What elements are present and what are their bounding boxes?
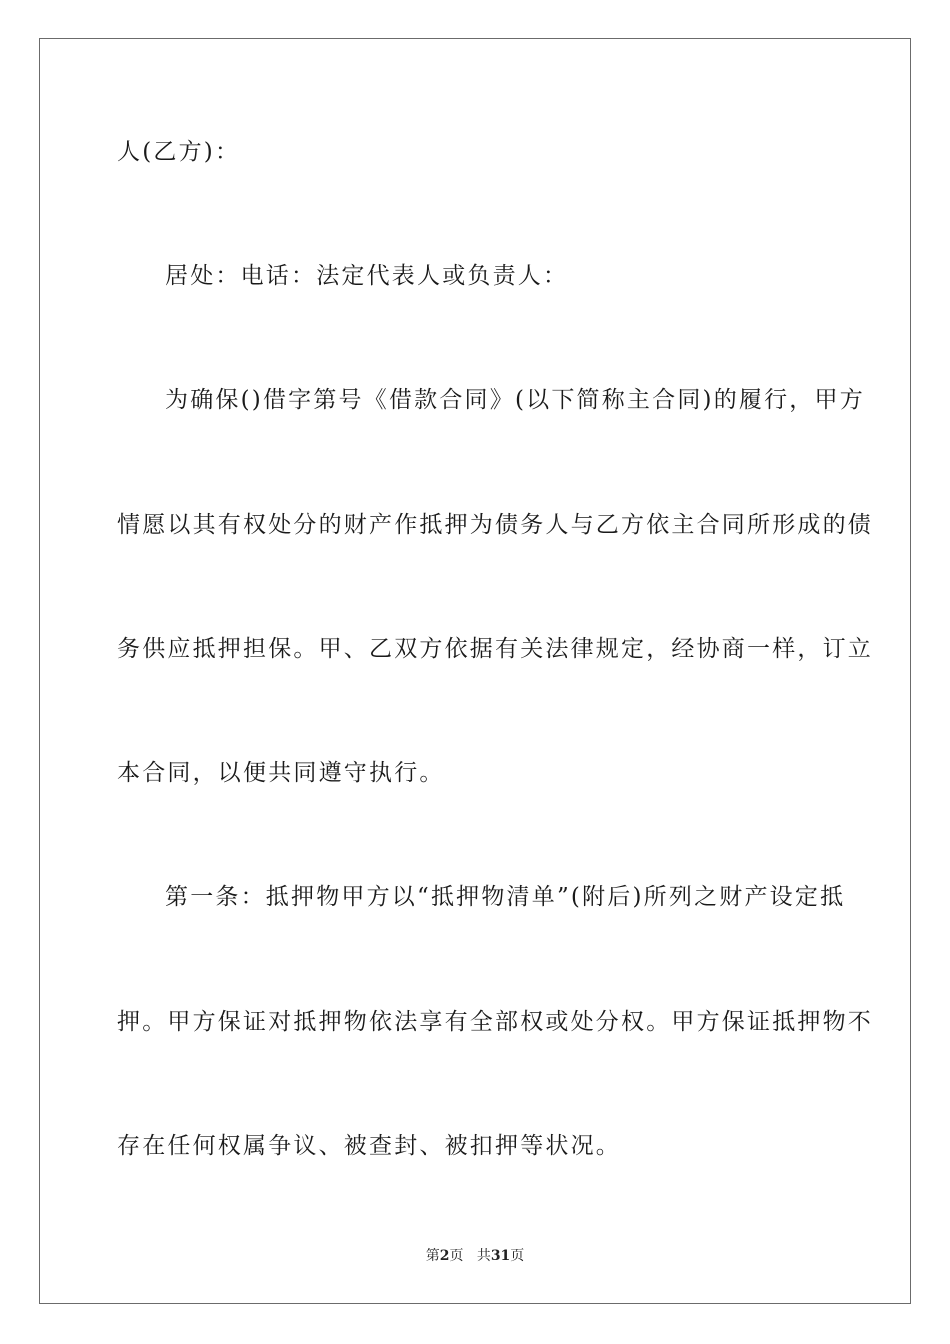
text-line-7: 第一条：抵押物甲方以“抵押物清单”(附后)所列之财产设定抵 xyxy=(165,884,846,910)
page-prefix: 第 xyxy=(425,1248,440,1264)
text-line-9: 存在任何权属争议、被查封、被扣押等状况。 xyxy=(117,1133,621,1159)
text-line-2: 居处：电话：法定代表人或负责人： xyxy=(165,263,569,289)
text-line-3: 为确保()借字第号《借款合同》(以下简称主合同)的履行，甲方 xyxy=(165,387,865,413)
page-suffix: 页 xyxy=(449,1248,464,1264)
text-line-4: 情愿以其有权处分的财产作抵押为债务人与乙方依主合同所形成的债 xyxy=(117,512,873,538)
total-prefix: 共 xyxy=(476,1248,491,1264)
page-border xyxy=(39,38,911,1304)
text-line-1: 人(乙方)： xyxy=(117,139,241,165)
text-line-6: 本合同，以便共同遵守执行。 xyxy=(117,760,445,786)
total-suffix: 页 xyxy=(510,1248,525,1264)
total-pages: 31 xyxy=(490,1248,511,1264)
page-footer xyxy=(0,1246,950,1266)
page-number: 2 xyxy=(439,1248,450,1264)
text-line-5: 务供应抵押担保。甲、乙双方依据有关法律规定，经协商一样，订立 xyxy=(117,636,873,662)
text-line-8: 押。甲方保证对抵押物依法享有全部权或处分权。甲方保证抵押物不 xyxy=(117,1009,873,1035)
